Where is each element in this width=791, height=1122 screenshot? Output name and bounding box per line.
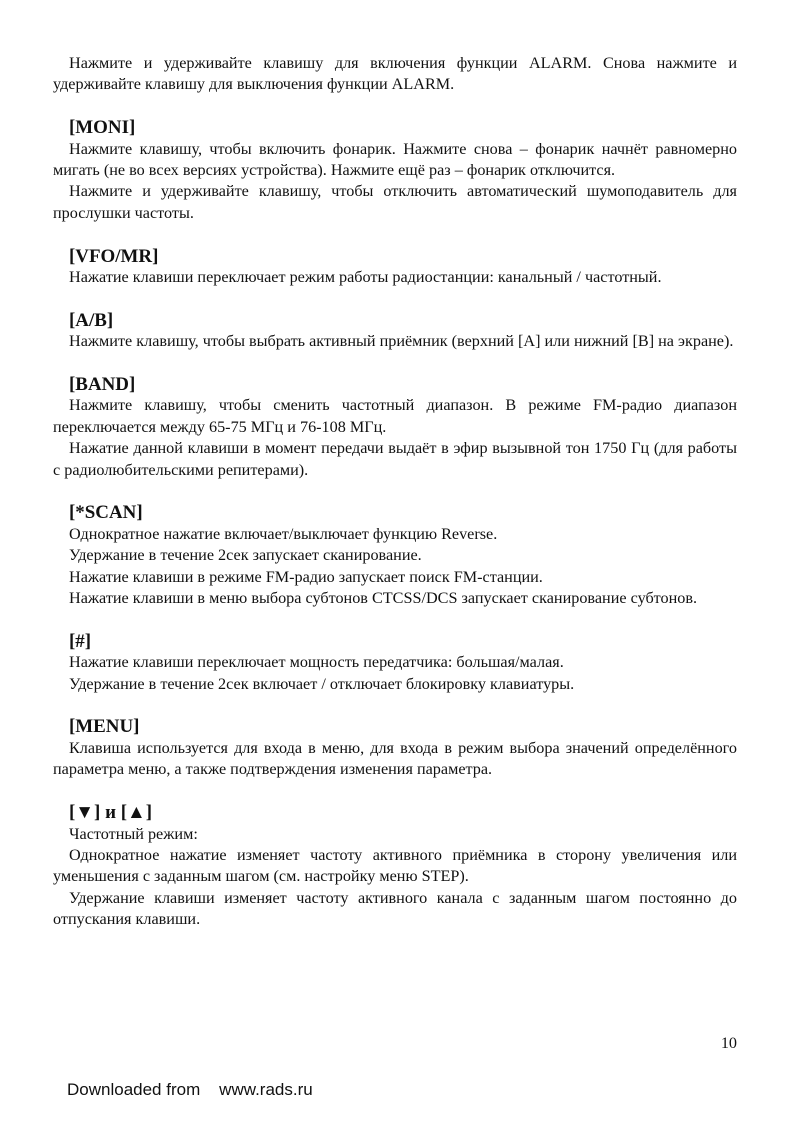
- paragraph: Нажатие клавиши переключает мощность передатчика: большая/малая.: [69, 653, 564, 672]
- paragraph: Нажатие клавиши в меню выбора субтонов CTCSS/DCS запускает сканирование субтонов.: [69, 589, 698, 608]
- section-hash: [53, 631, 737, 695]
- paragraph: Нажатие клавиши в режиме FM-радио запускает поиск FM-станции.: [69, 567, 543, 586]
- paragraph: Удержание в течение 2сек включает / отключает блокировку клавиатуры.: [69, 674, 575, 693]
- download-footer: [67, 1080, 313, 1100]
- paragraph: Нажмите клавишу, чтобы сменить частотный диапазон. В режиме FM-радио диапазон переключается между 65-75 МГц и 76-108 МГц.: [53, 396, 737, 436]
- section-scan: [53, 502, 737, 609]
- paragraph: Нажатие клавиши переключает режим работы радиостанции: канальный / частотный.: [69, 268, 662, 287]
- section-moni: [53, 117, 737, 224]
- paragraph: Однократное нажатие изменяет частоту активного приёмника в сторону увеличения или уменьшения с заданным шагом (см. настройку меню STEP).: [53, 845, 737, 886]
- paragraph: Нажмите клавишу, чтобы включить фонарик. Нажмите снова – фонарик начнёт равномерно мигать (не во всех версиях устройства). Нажмите ещё раз – фонарик отключится.: [53, 139, 737, 180]
- section-heading-menu: [MENU]: [69, 716, 140, 738]
- paragraph: Однократное нажатие включает/выключает функцию Reverse.: [69, 524, 498, 543]
- section-heading-arrows: [▼] и [▲]: [69, 802, 153, 824]
- page-number: 10: [720, 1034, 737, 1052]
- paragraph: Частотный режим:: [69, 824, 198, 843]
- footer-link[interactable]: www.rads.ru: [219, 1080, 313, 1099]
- section-a-b: [53, 310, 737, 353]
- section-heading-moni: [MONI]: [69, 117, 136, 139]
- footer-prefix: Downloaded from: [67, 1080, 201, 1099]
- section-heading-a-b: [A/B]: [69, 309, 114, 331]
- section-heading-hash: [#]: [69, 630, 92, 652]
- section-band: [53, 374, 737, 481]
- section-heading-scan: [*SCAN]: [69, 502, 143, 524]
- section-heading-vfo-mr: [VFO/MR]: [69, 245, 159, 267]
- paragraph: Удержание в течение 2сек запускает сканирование.: [69, 546, 422, 565]
- paragraph: Нажмите клавишу, чтобы выбрать активный приёмник (верхний [A] или нижний [B] на экране).: [69, 332, 734, 351]
- intro-paragraph: Нажмите и удерживайте клавишу для включения функции ALARM. Снова нажмите и удерживайте клавишу для выключения функции ALARM.: [53, 54, 737, 94]
- paragraph: Удержание клавиши изменяет частоту активного канала с заданным шагом постоянно до отпускания клавиши.: [53, 888, 737, 929]
- paragraph: Нажатие данной клавиши в момент передачи выдаёт в эфир вызывной тон 1750 Гц (для работы с радиолюбительскими репитерами).: [53, 439, 737, 479]
- section-heading-band: [BAND]: [69, 374, 136, 396]
- paragraph: Нажмите и удерживайте клавишу, чтобы отключить автоматический шумоподавитель для прослушки частоты.: [53, 182, 737, 222]
- section-vfo-mr: [53, 246, 737, 289]
- document-page: [53, 53, 737, 931]
- paragraph: Клавиша используется для входа в меню, для входа в режим выбора значений определённого параметра меню, а также подтверждения изменения параметра.: [53, 738, 737, 779]
- section-menu: [53, 716, 737, 780]
- intro-block: [53, 53, 737, 96]
- section-arrows: [53, 802, 737, 930]
